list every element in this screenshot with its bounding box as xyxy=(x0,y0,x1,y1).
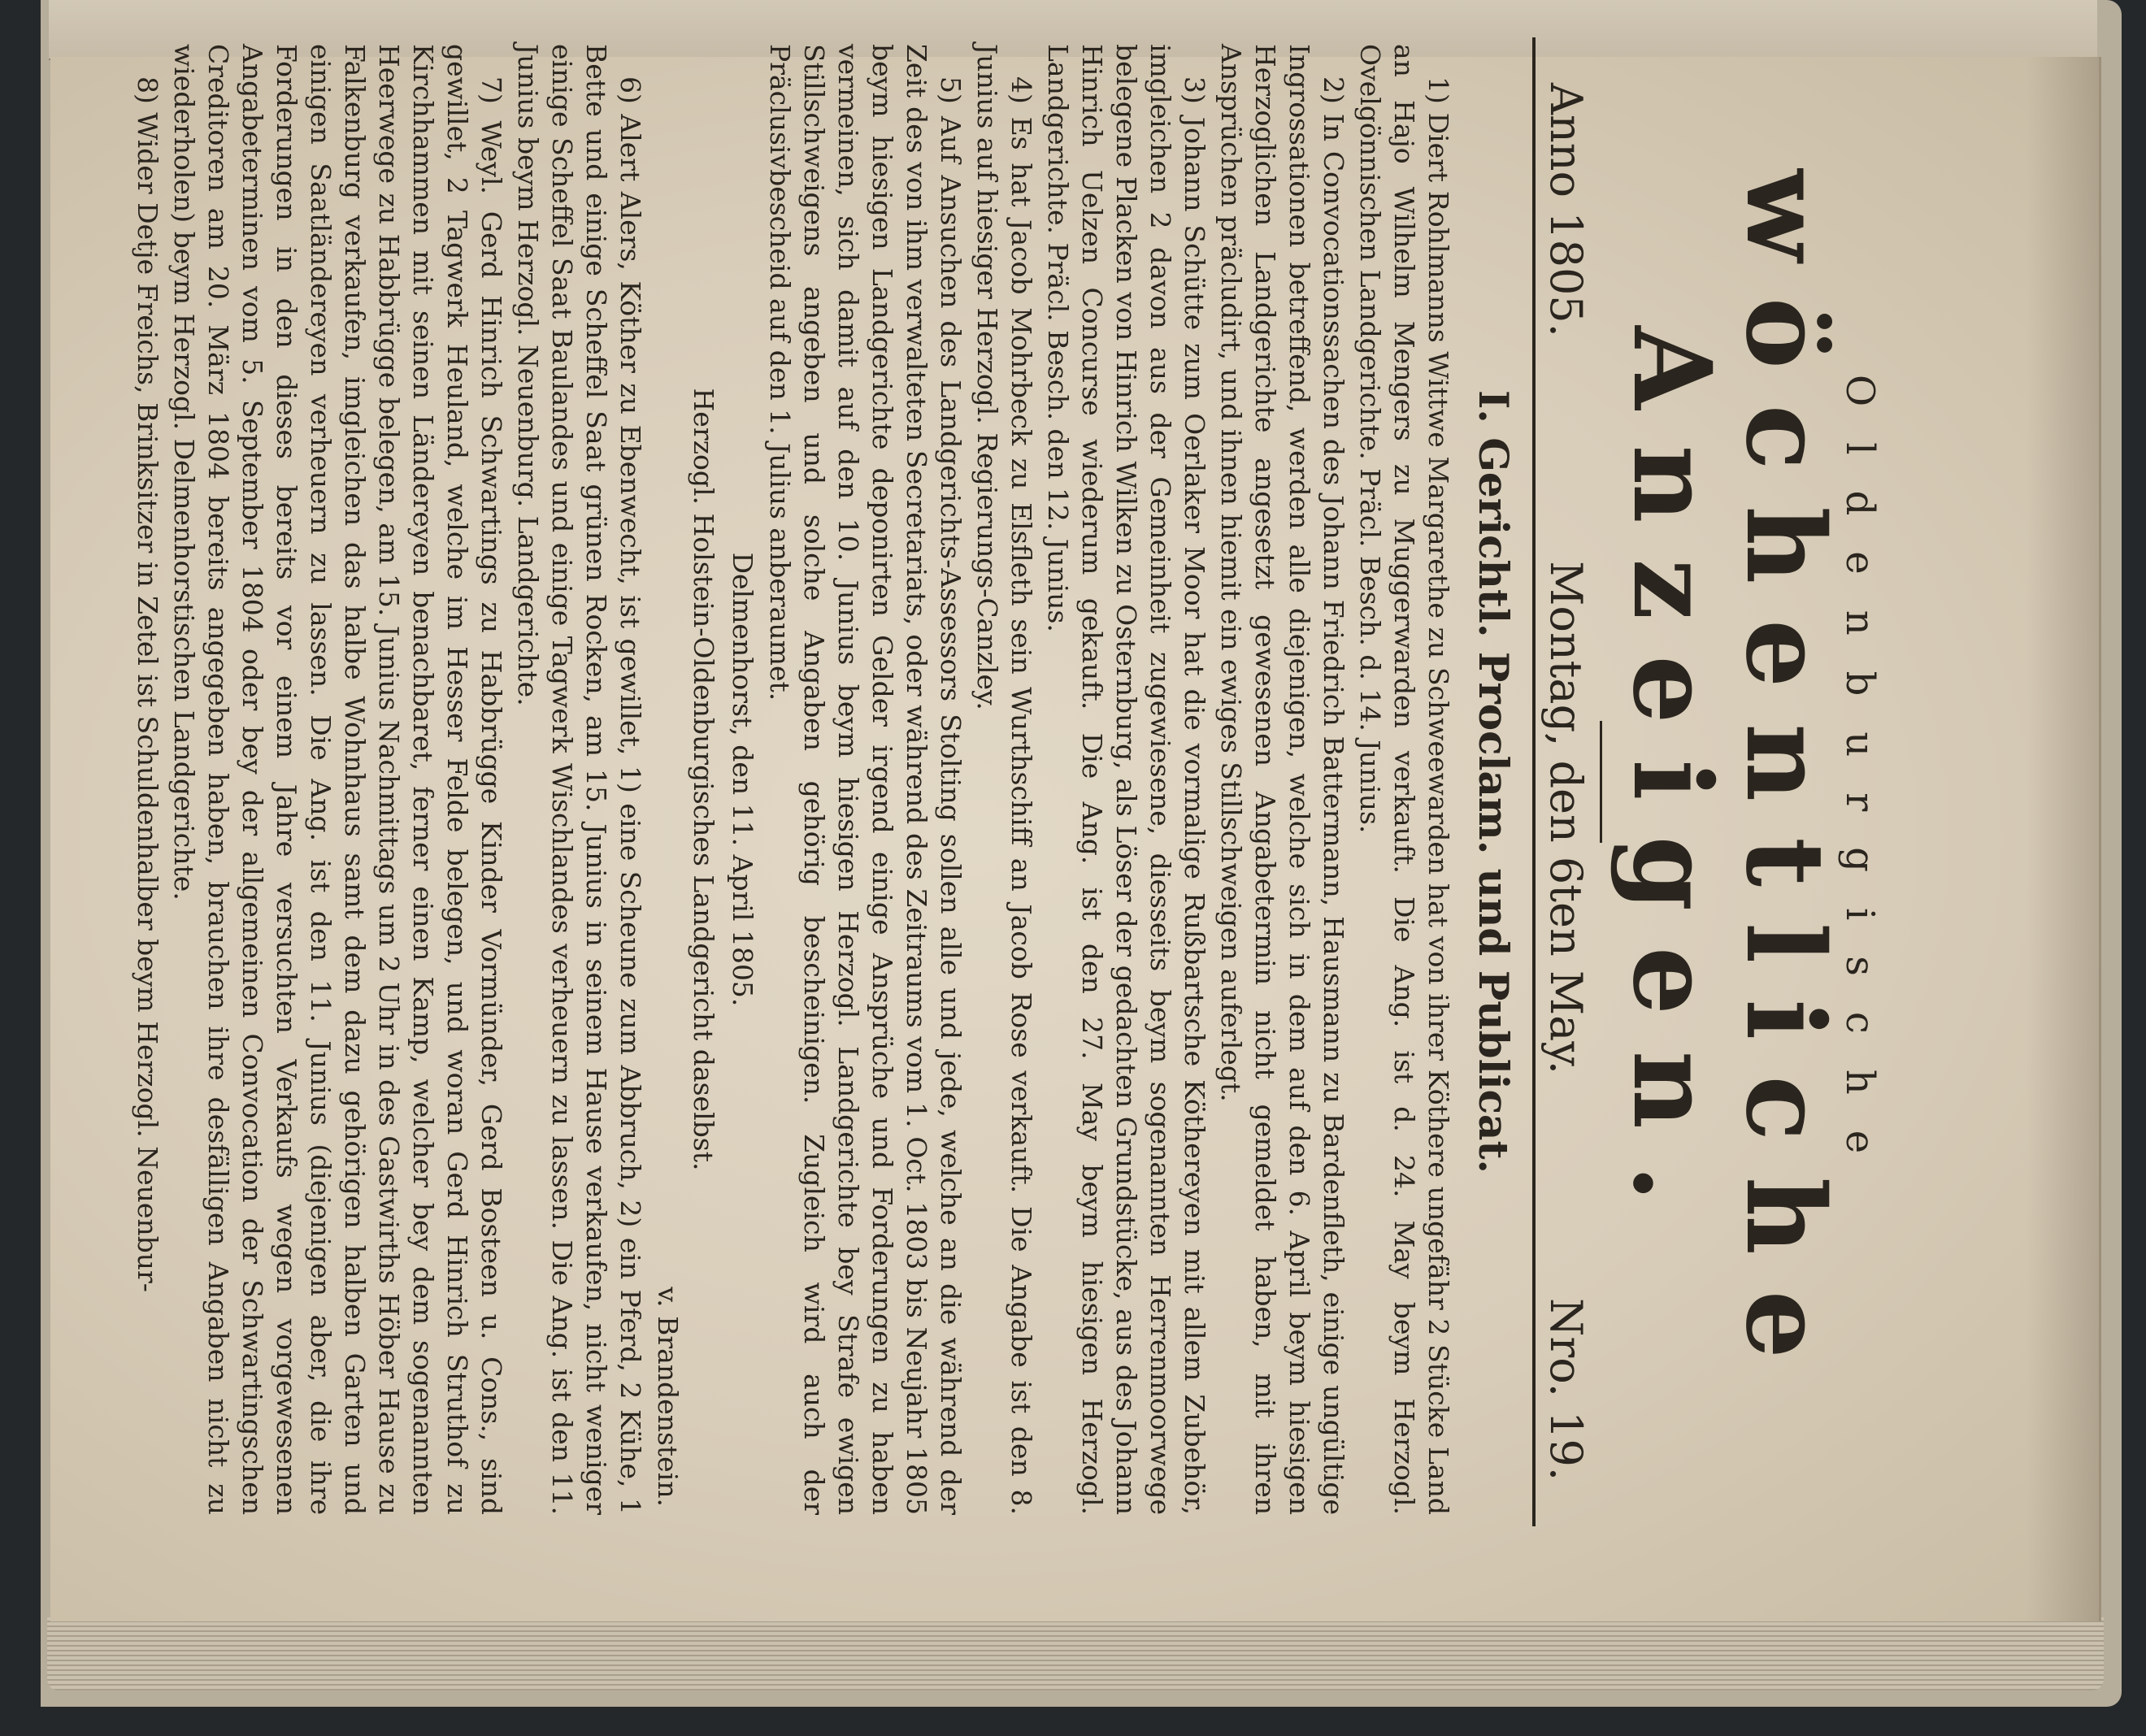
masthead xyxy=(1532,26,1886,1538)
notice-paragraph: 4) Es hat Jacob Mohrbeck zu Elsfleth sein Wurthschiff an Jacob Rose verkauft. Die Angabe ist den 8. Junius auf hiesiger Herzogl. Regierungs-Canzley. xyxy=(971,44,1037,1515)
notice-paragraph: 8) Wider Detje Freichs, Brinksitzer in Zetel ist Schuldenhalber beym Herzogl. Neuenbur- xyxy=(131,76,163,1292)
notice-paragraph: 6) Alert Alers, Köther zu Ebenwecht, ist gewillet, 1) eine Scheune zum Abbruch, 2) ein Pferd, 2 Kühe, 1 Bette und einige Scheffel Saat grünen Rocken, am 15. Junius in seinem Hause verkaufen, nicht weniger einige Scheffel Saat Baulandes und einige Tagwerk Wischlandes verheuern zu lassen. Die Ang. ist den 11. Junius beym Herzogl. Neuenburg. Landgerichte. xyxy=(511,44,646,1515)
dateline xyxy=(1540,26,1592,1538)
issue-year: Anno 1805. xyxy=(1540,83,1592,337)
notice-paragraph: 3) Johann Schütte zum Oerlaker Moor hat die vormalige Rußbartsche Köthereyen mit allem Zubehör, imgleichen 2 davon aus der Gemeinheit zugewiesene, diesseits beym sogenannten Herrenmoorwege belegene Placken von Hinrich Wilken zu Osternburg, als Löser der gedachten Grundstücke, aus des Johann Hinrich Uelzen Concurse wiederum gekauft. Die Ang. ist den 27. May beym hiesigen Herzogl. Landgerichte. Präcl. Besch. den 12. Junius. xyxy=(1041,44,1210,1515)
notice-paragraph: 1) Diert Rohlmanns Wittwe Margarethe zu Schweewarden hat von ihrer Köthere ungefähr 2 Stücke Land an Hajo Wilhelm Mengers zu Muggerwarden verkauft. Die Ang. ist d. 24. May beym Herzogl. Ovelgönnischen Landgerichte. Präcl. Besch. d. 14. Junius. xyxy=(1353,44,1454,1515)
issue-date: Montag, den 6ten May. xyxy=(1540,561,1592,1074)
notice-paragraph: 7) Weyl. Gerd Hinrich Schwartings zu Habbrügge Kinder Vormünder, Gerd Bosteen u. Cons., sind gewillet, 2 Tagwerk Heuland, welche im Hesser Felde belegen, und woran Gerd Hinrich Struthof zu Kirchhammen mit seinen Ländereyen benachbaret, ferner einen Kamp, welcher bey dem sogenannten Heerwege zu Habbrügge belegen, am 15. Junius Nachmittags um 2 Uhr in des Gastwirths Höber Hause zu Falkenburg verkaufen, imgleichen das halbe Wohnhaus samt dem dazu gehörigen halben Garten und einigen Saatländereyen verheuern zu lassen. Die Ang. ist den 11. Junius (diejenigen aber, die ihre Forderungen in den dieses bereits vor einem Jahre versuchten Verkaufs wegen vorgewesenen Angabeterminen vom 5. September 1804 oder bey der allgemeinen Convocation der Schwartingschen Creditoren am 20. März 1804 bereits angegeben haben, brauchen ihre desfälligen Angaben nicht zu wiederholen) beym Herzogl. Delmenhorstischen Landgerichte. xyxy=(167,44,507,1515)
masthead-rule xyxy=(1532,37,1536,1526)
court-header: Herzogl. Holstein-Oldenburgisches Landgericht daselbst. xyxy=(687,388,719,1171)
masthead-title: wöchentliche Anzeigen. xyxy=(1609,169,1848,1395)
page-stack xyxy=(47,1617,2104,1690)
article-body xyxy=(130,26,1455,1538)
notice-paragraph: 2) In Convocationssachen des Johann Friedrich Battermann, Hausmann zu Bardenfleth, einige ungültige Ingrossationen betreffend, werden alle diejenigen, welche sich in dem auf den 6. April beym hiesigen Herzoglichen Landgerichte angesetzt gewesenen Angabetermin nicht gemeldet haben, mit ihren Ansprüchen präcludirt, und ihnen hiemit ein ewiges Stillschweigen auferlegt. xyxy=(1214,44,1349,1515)
place-date xyxy=(725,44,759,1515)
section-title: I. Gerichtl. Proclam. und Publicat. xyxy=(1469,390,1518,1174)
spine-shadow xyxy=(2026,57,2099,1621)
notice-paragraph: 5) Auf Ansuchen des Landgerichts-Assessors Stolting sollen alle und jede, welche an die während der Zeit des von ihm verwalteten Secretariats, oder während des Zeitraums vom 1. Oct. 1803 bis Neujahr 1805 beym hiesigen Landgerichte deponirten Gelder irgend einige Ansprüche und Forderungen zu haben vermeinen, sich damit auf den 10. Junius beym hiesigen Herzogl. Landgerichte bey Strafe ewigen Stillschweigens angeben und solche Angaben gehörig bescheinigen. Zugleich wird auch der Präclusivbescheid auf den 1. Julius anberaumet. xyxy=(763,44,967,1515)
page-content xyxy=(131,26,1886,1538)
title-rule xyxy=(1600,721,1602,843)
masthead-supertitle: Oldenburgische xyxy=(1837,374,1883,1190)
issue-number: Nro. 19. xyxy=(1540,1298,1592,1481)
place-date-text: Delmenhorst, den 11. April 1805. xyxy=(726,552,758,1007)
signature: v. Brandenstein. xyxy=(651,1287,684,1507)
